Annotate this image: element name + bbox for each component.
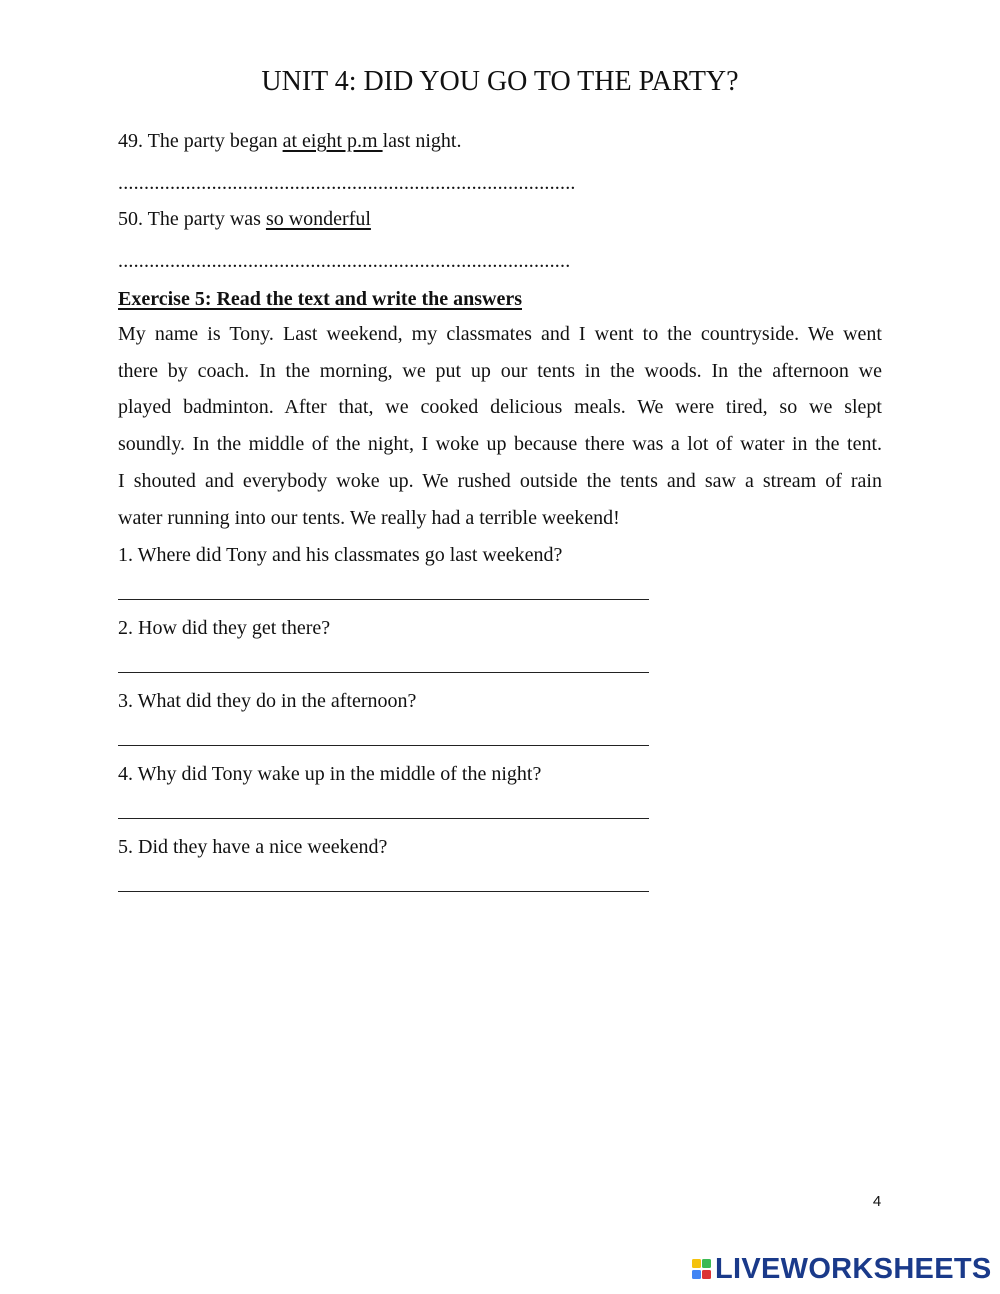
question-5: 5. Did they have a nice weekend? xyxy=(118,836,388,858)
passage-line: I shouted and everybody woke up. We rushed outside the tents and saw a stream of rain xyxy=(118,469,882,492)
page-number: 4 xyxy=(872,1193,882,1210)
answer-dots-50[interactable]: ....................................................................................... xyxy=(118,250,571,272)
question-2: 2. How did they get there? xyxy=(118,617,331,639)
answer-line-2[interactable] xyxy=(118,672,649,673)
page-title: UNIT 4: DID YOU GO TO THE PARTY? xyxy=(261,66,739,97)
passage-line: played badminton. After that, we cooked delicious meals. We were tired, so we slept xyxy=(118,396,882,419)
passage-line: water running into our tents. We really had a terrible weekend! xyxy=(118,506,620,529)
question-50-prefix: 50. The party was xyxy=(118,208,266,230)
reading-passage xyxy=(118,316,882,536)
question-49-suffix: last night. xyxy=(382,130,462,152)
passage-line: there by coach. In the morning, we put up our tents in the woods. In the afternoon we xyxy=(118,359,882,382)
liveworksheets-logo xyxy=(692,1253,992,1285)
passage-line: My name is Tony. Last weekend, my classmates and I went to the countryside. We went xyxy=(118,323,882,345)
question-49-prefix: 49. The party began xyxy=(118,130,283,152)
rewrite-question-50 xyxy=(118,206,371,232)
question-49-underlined: at eight p.m xyxy=(282,130,383,152)
question-1: 1. Where did Tony and his classmates go last weekend? xyxy=(118,544,563,566)
rewrite-question-49 xyxy=(118,128,461,154)
question-4: 4. Why did Tony wake up in the middle of the night? xyxy=(118,763,542,785)
liveworksheets-wordmark: LIVEWORKSHEETS xyxy=(715,1253,992,1285)
answer-line-4[interactable] xyxy=(118,818,649,819)
question-3: 3. What did they do in the afternoon? xyxy=(118,690,417,712)
answer-line-1[interactable] xyxy=(118,599,649,600)
exercise-5-heading: Exercise 5: Read the text and write the answers xyxy=(118,288,522,310)
answer-line-3[interactable] xyxy=(118,745,649,746)
liveworksheets-mark-icon xyxy=(692,1257,712,1281)
answer-line-5[interactable] xyxy=(118,891,649,892)
answer-dots-49[interactable]: ........................................................................................ xyxy=(118,172,576,194)
question-50-underlined: so wonderful xyxy=(265,208,371,230)
passage-line: soundly. In the middle of the night, I woke up because there was a lot of water in the tent. xyxy=(118,433,882,456)
